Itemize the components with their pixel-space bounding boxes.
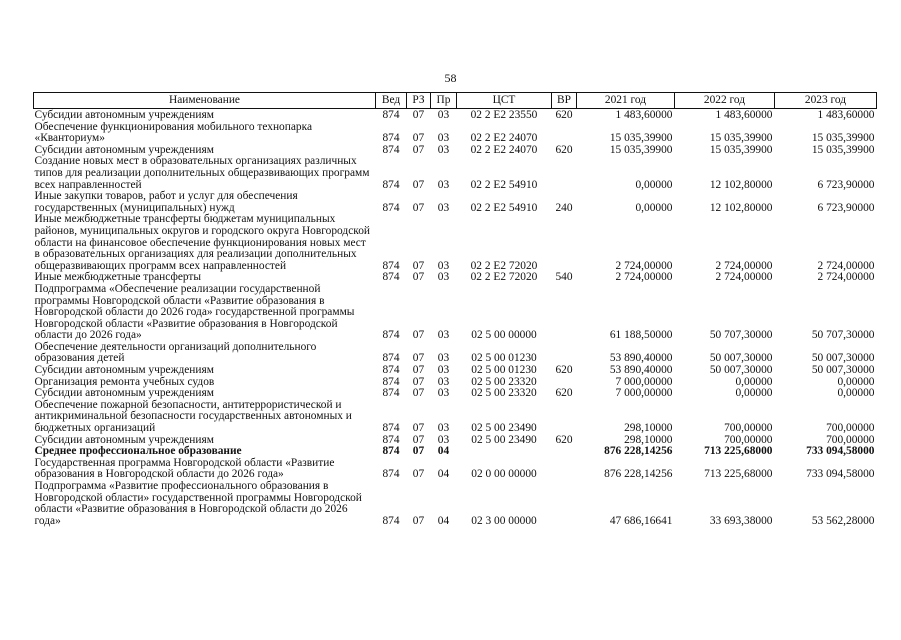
cell-2021: 2 724,00000 bbox=[615, 259, 673, 272]
cell-2023: 50 707,30000 bbox=[811, 329, 875, 342]
cell-vr bbox=[552, 458, 577, 481]
cell-cst: 02 5 00 00000 bbox=[471, 329, 537, 342]
cell-2021: 0,00000 bbox=[635, 178, 673, 191]
cell-2023: 0,00000 bbox=[837, 375, 875, 388]
cell-name: Субсидии автономным учреждениям bbox=[34, 109, 214, 121]
cell-2022: 0,00000 bbox=[735, 387, 773, 400]
cell-pr: 03 bbox=[437, 329, 450, 342]
cell-2022: 1 483,60000 bbox=[715, 109, 773, 121]
cell-ved: 874 bbox=[382, 445, 400, 458]
cell-name: Субсидии автономным учреждениям bbox=[34, 143, 214, 156]
cell-2021: 15 035,39900 bbox=[609, 132, 673, 145]
cell-2023: 53 562,28000 bbox=[811, 514, 875, 527]
cell-2021: 0,00000 bbox=[635, 201, 673, 214]
cell-name: Подпрограмма «Обеспечение реализации государственной программы Новгородской области «Развитие образования в Новгородской области до 2026 года» государственной программы Новгородской области «Развитие образования в Новгородской области до 2026 года» bbox=[34, 282, 355, 342]
cell-ved: 874 bbox=[382, 329, 400, 342]
cell-2023: 700,00000 bbox=[826, 433, 875, 446]
cell-rz: 07 bbox=[412, 143, 425, 156]
cell-name: Иные межбюджетные трансферты bbox=[34, 271, 202, 284]
cell-rz: 07 bbox=[412, 109, 425, 121]
cell-2023: 50 007,30000 bbox=[811, 352, 875, 365]
cell-vr bbox=[552, 284, 577, 342]
cell-rz: 07 bbox=[412, 271, 425, 284]
cell-2021: 61 188,50000 bbox=[609, 329, 673, 342]
cell-2023: 733 094,58000 bbox=[806, 468, 875, 481]
cell-2022: 33 693,38000 bbox=[709, 514, 773, 527]
table-body bbox=[34, 109, 877, 528]
cell-ved: 874 bbox=[382, 514, 400, 527]
cell-2023: 15 035,39900 bbox=[811, 143, 875, 156]
cell-cst: 02 2 E2 23550 bbox=[470, 109, 538, 121]
cell-cst: 02 3 00 00000 bbox=[471, 514, 537, 527]
cell-name: Обеспечение пожарной безопасности, антитеррористической и антикриминальной безопасности государственных автономных и бюджетных организаций bbox=[34, 398, 352, 435]
col-header-2023: 2023 год bbox=[775, 93, 877, 109]
cell-pr: 03 bbox=[437, 259, 450, 272]
cell-pr: 03 bbox=[437, 178, 450, 191]
cell-vr: 240 bbox=[555, 201, 573, 214]
cell-2021: 1 483,60000 bbox=[615, 109, 673, 121]
cell-2021: 298,10000 bbox=[624, 433, 673, 446]
cell-cst: 02 5 00 23320 bbox=[471, 387, 537, 400]
col-header-2022: 2022 год bbox=[675, 93, 775, 109]
cell-vr bbox=[552, 446, 577, 458]
cell-vr: 620 bbox=[555, 143, 573, 156]
col-header-rz: РЗ bbox=[407, 93, 431, 109]
cell-rz: 07 bbox=[412, 132, 425, 145]
cell-rz: 07 bbox=[412, 468, 425, 481]
table-row bbox=[34, 156, 877, 191]
cell-rz: 07 bbox=[412, 422, 425, 435]
cell-2022: 2 724,00000 bbox=[715, 271, 773, 284]
cell-vr bbox=[552, 122, 577, 145]
cell-2021: 53 890,40000 bbox=[609, 364, 673, 377]
table-row bbox=[34, 214, 877, 272]
cell-2022: 2 724,00000 bbox=[715, 259, 773, 272]
table-row bbox=[34, 400, 877, 435]
cell-2023: 700,00000 bbox=[826, 422, 875, 435]
cell-vr bbox=[552, 214, 577, 272]
cell-pr: 03 bbox=[437, 109, 450, 121]
cell-2022: 0,00000 bbox=[735, 375, 773, 388]
cell-cst: 02 5 00 23320 bbox=[471, 375, 537, 388]
col-header-name: Наименование bbox=[34, 93, 376, 109]
cell-pr: 03 bbox=[437, 375, 450, 388]
cell-2022: 50 007,30000 bbox=[709, 352, 773, 365]
cell-rz: 07 bbox=[412, 178, 425, 191]
cell-vr: 620 bbox=[555, 364, 573, 377]
cell-ved: 874 bbox=[382, 422, 400, 435]
cell-2022: 15 035,39900 bbox=[709, 132, 773, 145]
cell-2023: 50 007,30000 bbox=[811, 364, 875, 377]
cell-vr: 620 bbox=[555, 433, 573, 446]
cell-ved: 874 bbox=[382, 143, 400, 156]
cell-rz: 07 bbox=[412, 352, 425, 365]
cell-2022: 12 102,80000 bbox=[709, 201, 773, 214]
cell-vr bbox=[552, 156, 577, 191]
table-row bbox=[34, 191, 877, 214]
cell-ved: 874 bbox=[382, 387, 400, 400]
cell-cst: 02 2 E2 72020 bbox=[470, 271, 538, 284]
cell-vr: 620 bbox=[555, 109, 573, 121]
cell-ved: 874 bbox=[382, 178, 400, 191]
cell-ved: 874 bbox=[382, 375, 400, 388]
cell-vr bbox=[552, 342, 577, 365]
cell-pr: 03 bbox=[437, 422, 450, 435]
cell-name: Иные межбюджетные трансферты бюджетам муниципальных районов, муниципальных округов и городского округа Новгородской области на финансовое обеспечение функционирования новых мест в образовательных организациях для реализации дополнительных общеразвивающих программ всех направленностей bbox=[34, 213, 371, 272]
cell-rz: 07 bbox=[412, 514, 425, 527]
cell-2021: 7 000,00000 bbox=[615, 375, 673, 388]
cell-ved: 874 bbox=[382, 201, 400, 214]
cell-name: Обеспечение деятельности организаций дополнительного образования детей bbox=[34, 340, 317, 365]
cell-2021: 298,10000 bbox=[624, 422, 673, 435]
cell-pr: 03 bbox=[437, 143, 450, 156]
cell-pr: 03 bbox=[437, 271, 450, 284]
cell-vr bbox=[552, 400, 577, 435]
cell-pr: 04 bbox=[437, 468, 450, 481]
table-header-row bbox=[34, 93, 877, 109]
cell-ved: 874 bbox=[382, 271, 400, 284]
cell-2023: 2 724,00000 bbox=[817, 271, 875, 284]
cell-2023: 733 094,58000 bbox=[806, 445, 875, 458]
cell-rz: 07 bbox=[412, 375, 425, 388]
cell-2021: 7 000,00000 bbox=[615, 387, 673, 400]
table-row bbox=[34, 284, 877, 342]
table-row bbox=[34, 365, 877, 377]
cell-ved: 874 bbox=[382, 352, 400, 365]
cell-2023: 15 035,39900 bbox=[811, 132, 875, 145]
cell-name: Подпрограмма «Развитие профессионального образования в Новгородской области» государственной программы Новгородской области «Развитие образования в Новгородской области до 2026 года» bbox=[34, 480, 362, 527]
cell-name: Субсидии автономным учреждениям bbox=[34, 387, 214, 400]
col-header-2021: 2021 год bbox=[577, 93, 675, 109]
cell-2021: 2 724,00000 bbox=[615, 271, 673, 284]
cell-2023: 0,00000 bbox=[837, 387, 875, 400]
cell-rz: 07 bbox=[412, 364, 425, 377]
cell-cst: 02 2 E2 24070 bbox=[470, 132, 538, 145]
cell-2022: 700,00000 bbox=[724, 422, 773, 435]
cell-2023: 6 723,90000 bbox=[817, 201, 875, 214]
cell-name: Иные закупки товаров, работ и услуг для обеспечения государственных (муниципальных) нужд bbox=[34, 190, 298, 214]
cell-cst: 02 2 E2 24070 bbox=[470, 143, 538, 156]
cell-name: Обеспечение функционирования мобильного технопарка «Кванториум» bbox=[34, 120, 312, 145]
cell-2022: 50 707,30000 bbox=[709, 329, 773, 342]
cell-pr: 04 bbox=[437, 445, 450, 458]
cell-2022: 700,00000 bbox=[724, 433, 773, 446]
cell-cst: 02 5 00 23490 bbox=[471, 433, 537, 446]
cell-2022: 50 007,30000 bbox=[709, 364, 773, 377]
cell-name: Субсидии автономным учреждениям bbox=[34, 364, 214, 377]
cell-2021: 47 686,16641 bbox=[609, 514, 673, 527]
cell-2023: 2 724,00000 bbox=[817, 259, 875, 272]
table-row bbox=[34, 458, 877, 481]
page-number: 58 bbox=[444, 71, 457, 85]
cell-pr: 03 bbox=[437, 132, 450, 145]
cell-name: Среднее профессиональное образование bbox=[34, 445, 242, 458]
cell-rz: 07 bbox=[412, 259, 425, 272]
cell-2021: 876 228,14256 bbox=[604, 445, 673, 458]
cell-name: Государственная программа Новгородской области «Развитие образования в Новгородской области до 2026 года» bbox=[34, 456, 335, 481]
cell-cst: 02 5 00 01230 bbox=[471, 352, 537, 365]
table-row bbox=[34, 481, 877, 527]
cell-2021: 53 890,40000 bbox=[609, 352, 673, 365]
cell-name: Организация ремонта учебных судов bbox=[34, 375, 215, 388]
cell-2023: 1 483,60000 bbox=[817, 109, 875, 121]
cell-2023: 6 723,90000 bbox=[817, 178, 875, 191]
budget-table bbox=[33, 92, 877, 527]
cell-ved: 874 bbox=[382, 109, 400, 121]
cell-vr bbox=[552, 481, 577, 527]
cell-pr: 03 bbox=[437, 433, 450, 446]
cell-rz: 07 bbox=[412, 445, 425, 458]
cell-name: Создание новых мест в образовательных организациях различных типов для реализации дополнительных общеразвивающих программ всех направленностей bbox=[34, 155, 370, 191]
cell-2021: 876 228,14256 bbox=[604, 468, 673, 481]
cell-ved: 874 bbox=[382, 259, 400, 272]
cell-rz: 07 bbox=[412, 387, 425, 400]
cell-pr: 04 bbox=[437, 514, 450, 527]
cell-2022: 12 102,80000 bbox=[709, 178, 773, 191]
cell-vr: 540 bbox=[555, 271, 573, 284]
cell-pr: 03 bbox=[437, 387, 450, 400]
cell-cst: 02 2 E2 54910 bbox=[470, 201, 538, 214]
cell-cst bbox=[457, 446, 552, 458]
cell-cst: 02 5 00 23490 bbox=[471, 422, 537, 435]
cell-2022: 713 225,68000 bbox=[704, 468, 773, 481]
table-row bbox=[34, 122, 877, 145]
cell-cst: 02 0 00 00000 bbox=[471, 468, 537, 481]
cell-cst: 02 2 E2 54910 bbox=[470, 178, 538, 191]
cell-pr: 03 bbox=[437, 364, 450, 377]
cell-pr: 03 bbox=[437, 352, 450, 365]
cell-ved: 874 bbox=[382, 468, 400, 481]
cell-ved: 874 bbox=[382, 132, 400, 145]
cell-rz: 07 bbox=[412, 201, 425, 214]
cell-rz: 07 bbox=[412, 329, 425, 342]
cell-2021: 15 035,39900 bbox=[609, 143, 673, 156]
cell-2022: 713 225,68000 bbox=[704, 445, 773, 458]
cell-vr: 620 bbox=[555, 387, 573, 400]
cell-name: Субсидии автономным учреждениям bbox=[34, 433, 214, 446]
cell-cst: 02 2 E2 72020 bbox=[470, 259, 538, 272]
cell-rz: 07 bbox=[412, 433, 425, 446]
col-header-pr: Пр bbox=[431, 93, 457, 109]
cell-cst: 02 5 00 01230 bbox=[471, 364, 537, 377]
col-header-vr: ВР bbox=[552, 93, 577, 109]
cell-ved: 874 bbox=[382, 433, 400, 446]
table-row bbox=[34, 109, 877, 122]
cell-pr: 03 bbox=[437, 201, 450, 214]
table-row bbox=[34, 342, 877, 365]
col-header-ved: Вед bbox=[376, 93, 407, 109]
cell-ved: 874 bbox=[382, 364, 400, 377]
cell-2022: 15 035,39900 bbox=[709, 143, 773, 156]
col-header-cst: ЦСТ bbox=[457, 93, 552, 109]
